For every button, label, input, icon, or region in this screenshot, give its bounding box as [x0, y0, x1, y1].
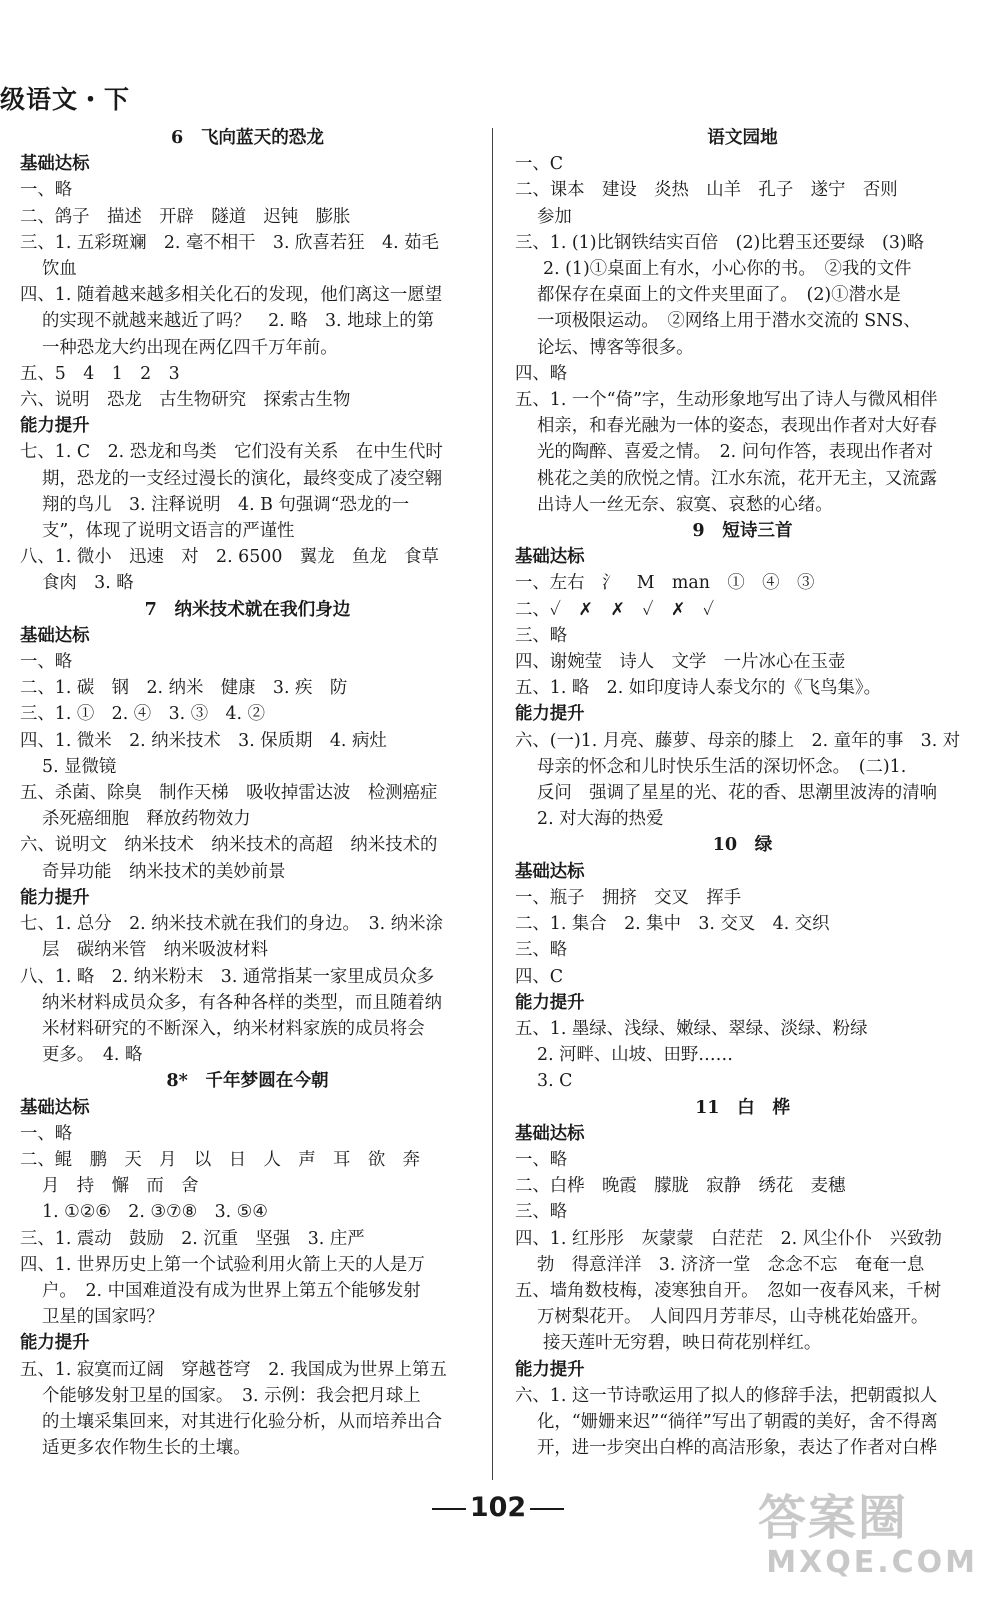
page-header: 级语文・下 [0, 85, 131, 114]
answer-line: 三、略 [515, 625, 568, 646]
answer-line: 五、杀菌、除臭 制作天梯 吸收掉雷达波 检测癌症 [20, 783, 438, 804]
answer-line-continued: 纳米材料成员众多，有各种各样的类型，而且随着纳 [42, 992, 442, 1013]
answer-line-continued: 桃花之美的欣悦之情。江水东流，花开无主，又流露 [537, 468, 937, 489]
answer-line-continued: 期，恐龙的一支经过漫长的演化，最终变成了凌空翱 [42, 468, 442, 489]
answer-line-continued: 更多。 4. 略 [42, 1045, 143, 1066]
answer-line: 二、白桦 晚霞 朦胧 寂静 绣花 麦穗 [515, 1176, 846, 1197]
answer-line-continued: 勃 得意洋洋 3. 济济一堂 念念不忘 奄奄一息 [537, 1254, 925, 1275]
answer-line: 一、瓶子 拥挤 交叉 挥手 [515, 887, 742, 908]
lesson-title: 6 飞向蓝天的恐龙 [171, 127, 324, 148]
answer-line-continued: 适更多农作物生长的土壤。 [42, 1438, 251, 1459]
section-heading: 能力提升 [20, 887, 90, 908]
answer-line: 四、略 [515, 363, 568, 384]
answer-line: 五、1. 墨绿、浅绿、嫩绿、翠绿、淡绿、粉绿 [515, 1018, 868, 1039]
section-heading: 能力提升 [20, 1333, 90, 1354]
answer-line: 一、略 [20, 652, 73, 673]
answer-line-continued: 的土壤采集回来，对其进行化验分析，从而培养出合 [42, 1411, 442, 1432]
answer-line: 六、(一)1. 月亮、藤萝、母亲的膝上 2. 童年的事 3. 对 [515, 730, 961, 751]
answer-line-continued: 个能够发射卫星的国家。 3. 示例：我会把月球上 [42, 1385, 421, 1406]
section-heading: 基础达标 [20, 154, 90, 175]
answer-line-continued: 饮血 [42, 259, 77, 280]
watermark-logo [758, 1490, 978, 1586]
answer-line-continued: 化，“姗姗来迟”“徜徉”写出了朝霞的美好，舍不得离 [537, 1411, 938, 1432]
answer-line: 七、1. 总分 2. 纳米技术就在我们的身边。 3. 纳米涂 [20, 914, 443, 935]
answer-line-continued: 母亲的怀念和儿时快乐生活的深切怀念。 (二)1. [537, 756, 907, 777]
lesson-title: 9 短诗三首 [692, 520, 793, 542]
answer-line: 三、略 [515, 1202, 568, 1223]
answer-line: 四、谢婉莹 诗人 文学 一片冰心在玉壶 [515, 652, 846, 673]
answer-line-continued: 相亲，和春光融为一体的姿态，表现出作者对大好春 [537, 416, 937, 437]
section-heading: 能力提升 [515, 1359, 585, 1380]
answer-line-continued: 一项极限运动。 ②网络上用于潜水交流的 SNS、 [537, 311, 921, 332]
answer-line: 五、1. 寂寞而辽阔 穿越苍穹 2. 我国成为世界上第五 [20, 1359, 447, 1380]
answer-line: 四、C [515, 966, 564, 987]
lesson-title: 8* 千年梦圆在今朝 [166, 1070, 329, 1092]
answer-line-continued: 户。 2. 中国难道没有成为世界上第五个能够发射 [42, 1280, 421, 1301]
answer-line: 七、1. C 2. 恐龙和鸟类 它们没有关系 在中生代时 [20, 442, 443, 463]
section-heading: 基础达标 [515, 547, 585, 568]
lesson-title: 11 白 桦 [695, 1096, 790, 1118]
answer-line-continued: 一种恐龙大约出现在两亿四千万年前。 [42, 337, 338, 358]
watermark-text: 答案圈 [758, 1490, 909, 1546]
answer-line: 八、1. 略 2. 纳米粉末 3. 通常指某一家里成员众多 [20, 966, 435, 987]
answer-line: 四、1. 微米 2. 纳米技术 3. 保质期 4. 病灶 [20, 730, 387, 751]
dash-left [432, 1508, 466, 1510]
column-divider [492, 128, 493, 1480]
answer-line-continued: 参加 [537, 206, 572, 227]
answer-line: 一、略 [20, 180, 73, 201]
answer-line: 二、课本 建设 炎热 山羊 孔子 遂宁 否则 [515, 180, 898, 201]
answer-line: 二、1. 碳 钢 2. 纳米 健康 3. 疾 防 [20, 678, 348, 699]
answer-line: 五、1. 一个“倚”字，生动形象地写出了诗人与微风相伴 [515, 390, 938, 411]
answer-line-continued: 2. 对大海的热爱 [537, 809, 664, 830]
answer-line: 二、✓ ✗ ✗ ✓ ✗ ✓ [515, 599, 715, 620]
answer-line: 一、略 [515, 1149, 568, 1170]
section-heading: 能力提升 [20, 416, 90, 437]
answer-line: 三、1. 五彩斑斓 2. 毫不相干 3. 欣喜若狂 4. 茹毛 [20, 232, 439, 253]
answer-line-continued: 2. (1)①桌面上有水，小心你的书。 ②我的文件 [543, 259, 912, 280]
answer-line-continued: 奇异功能 纳米技术的美妙前景 [42, 861, 286, 882]
answer-line-continued: 光的陶醉、喜爱之情。 2. 问句作答，表现出作者对 [537, 442, 934, 463]
lesson-title: 7 纳米技术就在我们身边 [144, 598, 351, 620]
section-heading: 基础达标 [515, 861, 585, 882]
answer-line: 一、左右 氵 M man ① ④ ③ [515, 573, 815, 594]
answer-line: 三、1. (1)比钢铁结实百倍 (2)比碧玉还要绿 (3)略 [515, 232, 925, 253]
answer-line: 八、1. 微小 迅速 对 2. 6500 翼龙 鱼龙 食草 [20, 547, 439, 568]
answer-line: 四、1. 随着越来越多相关化石的发现，他们离这一愿望 [20, 285, 443, 306]
answer-line-continued: 卫星的国家吗？ [42, 1307, 164, 1328]
answer-line: 六、1. 这一节诗歌运用了拟人的修辞手法，把朝霞拟人 [515, 1385, 938, 1406]
answer-line-continued: 反问 强调了星星的光、花的香、思潮里波涛的清响 [537, 783, 937, 804]
watermark-url: MXQE.COM [766, 1545, 978, 1580]
answer-line-continued: 论坛、博客等很多。 [537, 337, 694, 358]
answer-line-continued: 翔的鸟儿 3. 注释说明 4. B 句强调“恐龙的一 [42, 494, 410, 515]
section-heading: 能力提升 [515, 992, 585, 1013]
answer-line-continued: 5. 显微镜 [42, 756, 117, 777]
section-heading: 基础达标 [20, 625, 90, 646]
answer-line-continued: 万树梨花开。 人间四月芳菲尽，山寺桃花始盛开。 [537, 1307, 929, 1328]
answer-line-continued: 米材料研究的不断深入，纳米材料家族的成员将会 [42, 1018, 425, 1039]
section-heading: 基础达标 [515, 1123, 585, 1144]
answer-line: 五、5 4 1 2 3 [20, 363, 180, 384]
lesson-title: 10 绿 [712, 834, 773, 856]
answer-line-continued: 开，进一步突出白桦的高洁形象，表达了作者对白桦 [537, 1438, 937, 1459]
answer-line: 二、1. 集合 2. 集中 3. 交叉 4. 交织 [515, 914, 830, 935]
section-heading: 能力提升 [515, 704, 585, 725]
answer-line: 一、C [515, 154, 564, 175]
answer-line-continued: 接天莲叶无穷碧，映日荷花别样红。 [543, 1333, 822, 1354]
answer-line-continued: 月 持 懈 而 舍 [42, 1176, 199, 1197]
answer-line-continued: 支”，体现了说明文语言的严谨性 [42, 521, 295, 542]
answer-line: 二、鲲 鹏 天 月 以 日 人 声 耳 欲 奔 [20, 1149, 420, 1170]
answer-line: 六、说明 恐龙 古生物研究 探索古生物 [20, 390, 351, 411]
page-number-text: 102 [469, 1492, 527, 1523]
answer-line-continued: 的实现不就越来越近了吗？ 2. 略 3. 地球上的第 [42, 311, 435, 332]
answer-line: 四、1. 红彤彤 灰蒙蒙 白茫茫 2. 风尘仆仆 兴致勃 [515, 1228, 942, 1249]
answer-line: 三、略 [515, 940, 568, 961]
answer-line: 四、1. 世界历史上第一个试验利用火箭上天的人是万 [20, 1254, 425, 1275]
right-column [515, 125, 970, 1461]
answer-line: 二、鸽子 描述 开辟 隧道 迟钝 膨胀 [20, 206, 351, 227]
answer-line-continued: 食肉 3. 略 [42, 573, 134, 594]
answer-line-continued: 3. C [537, 1071, 573, 1092]
answer-line: 一、略 [20, 1123, 73, 1144]
answer-line-continued: 层 碳纳米管 纳米吸波材料 [42, 940, 269, 961]
answer-line-continued: 杀死癌细胞 释放药物效力 [42, 809, 251, 830]
lesson-title: 语文园地 [707, 127, 778, 148]
answer-line-continued: 1. ①②⑥ 2. ③⑦⑧ 3. ⑤④ [42, 1202, 268, 1223]
dash-right [530, 1508, 564, 1510]
answer-line: 六、说明文 纳米技术 纳米技术的高超 纳米技术的 [20, 835, 438, 856]
answer-line: 三、1. ① 2. ④ 3. ③ 4. ② [20, 704, 265, 725]
answer-line-continued: 都保存在桌面上的文件夹里面了。 (2)①潜水是 [537, 285, 901, 306]
answer-line: 五、1. 略 2. 如印度诗人泰戈尔的《飞鸟集》。 [515, 678, 881, 699]
answer-line-continued: 出诗人一丝无奈、寂寞、哀愁的心绪。 [537, 494, 833, 515]
answer-line: 三、1. 震动 鼓励 2. 沉重 坚强 3. 庄严 [20, 1228, 365, 1249]
answer-line-continued: 2. 河畔、山坡、田野…… [537, 1045, 734, 1066]
left-column [20, 125, 475, 1461]
answer-line: 五、墙角数枝梅，凌寒独自开。 忽如一夜春风来，千树 [515, 1280, 942, 1301]
section-heading: 基础达标 [20, 1097, 90, 1118]
